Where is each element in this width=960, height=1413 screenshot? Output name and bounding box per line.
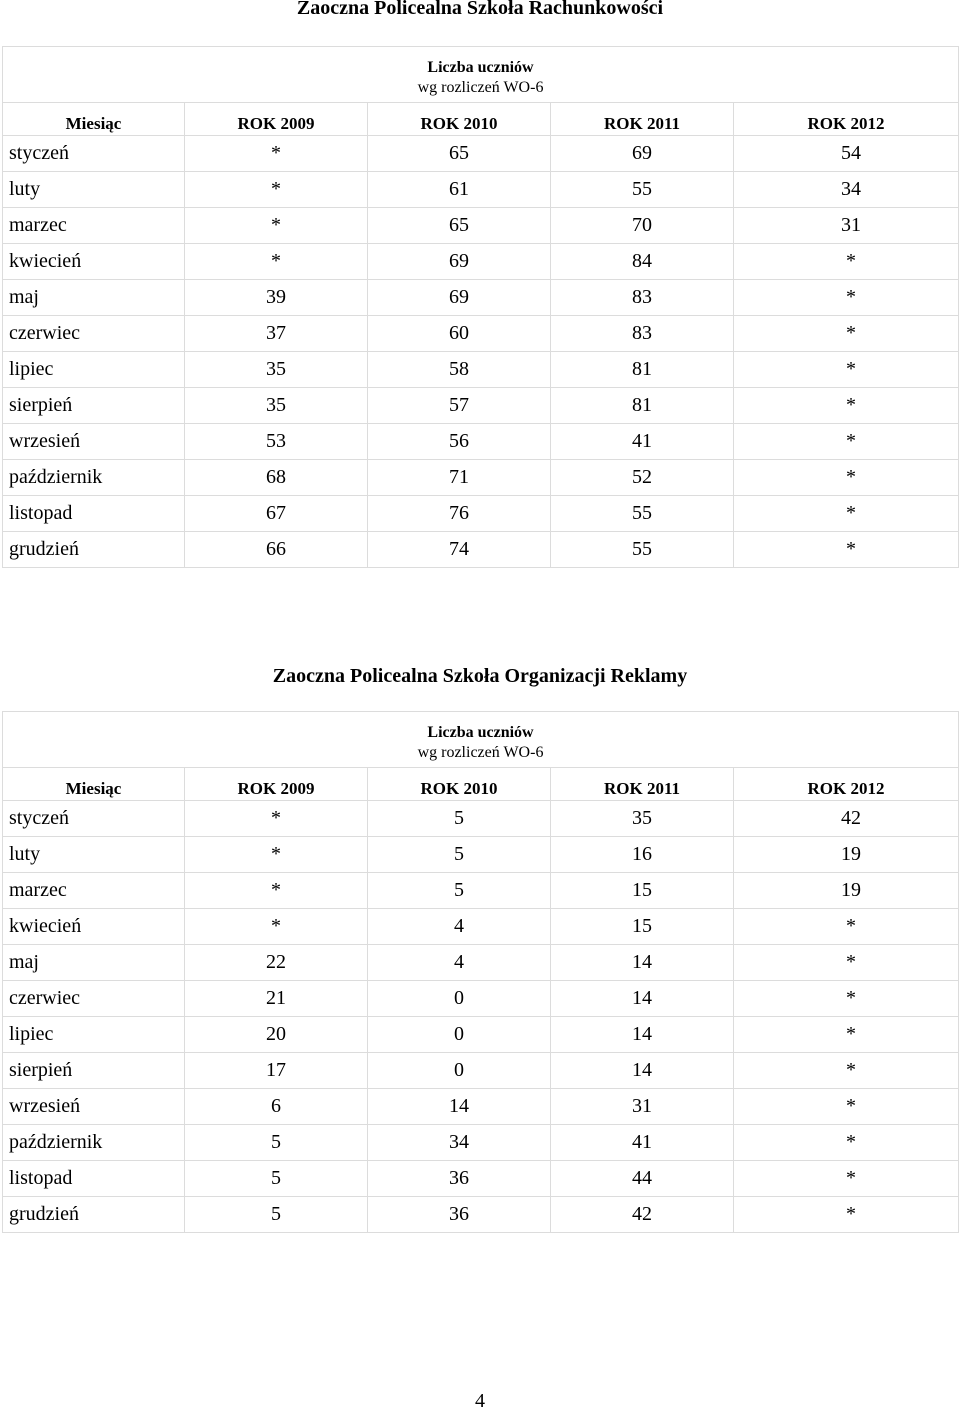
table-row	[3, 136, 959, 172]
group-header: Liczba uczniów	[427, 59, 534, 76]
month-cell: październik	[3, 460, 185, 496]
table-row	[3, 244, 959, 280]
month-cell: marzec	[3, 873, 185, 909]
value-cell: 57	[368, 388, 551, 424]
column-header: ROK 2010	[368, 768, 551, 801]
value-cell: 74	[368, 532, 551, 568]
value-cell: 34	[734, 172, 959, 208]
value-cell: 17	[185, 1053, 368, 1089]
value-cell: 0	[368, 1053, 551, 1089]
month-cell: listopad	[3, 1161, 185, 1197]
value-cell: 22	[185, 945, 368, 981]
value-cell: 6	[185, 1089, 368, 1125]
value-cell: 70	[551, 208, 734, 244]
group-subheader: wg rozliczeń WO-6	[417, 744, 544, 761]
value-cell: 53	[185, 424, 368, 460]
value-cell: 39	[185, 280, 368, 316]
value-cell: *	[734, 388, 959, 424]
column-header: ROK 2009	[185, 103, 368, 136]
month-cell: luty	[3, 837, 185, 873]
table-1-title: Zaoczna Policealna Szkoła Rachunkowości	[296, 0, 664, 19]
value-cell: 61	[368, 172, 551, 208]
table-row	[3, 873, 959, 909]
value-cell: *	[734, 496, 959, 532]
value-cell: 69	[368, 244, 551, 280]
value-cell: 35	[551, 801, 734, 837]
value-cell: *	[185, 172, 368, 208]
month-cell: marzec	[3, 208, 185, 244]
value-cell: 14	[551, 945, 734, 981]
value-cell: *	[734, 1017, 959, 1053]
table-2-body	[3, 712, 959, 1233]
table-row	[3, 496, 959, 532]
value-cell: *	[734, 424, 959, 460]
table-row	[3, 981, 959, 1017]
value-cell: 14	[368, 1089, 551, 1125]
value-cell: *	[734, 1089, 959, 1125]
table-2-title: Zaoczna Policealna Szkoła Organizacji Reklamy	[272, 665, 688, 687]
column-header-row	[3, 768, 959, 801]
value-cell: 65	[368, 136, 551, 172]
month-cell: wrzesień	[3, 424, 185, 460]
table-row	[3, 1053, 959, 1089]
value-cell: 31	[551, 1089, 734, 1125]
value-cell: *	[185, 136, 368, 172]
value-cell: 0	[368, 1017, 551, 1053]
value-cell: *	[734, 316, 959, 352]
value-cell: 52	[551, 460, 734, 496]
value-cell: 81	[551, 352, 734, 388]
value-cell: 4	[368, 909, 551, 945]
value-cell: 83	[551, 280, 734, 316]
value-cell: *	[734, 532, 959, 568]
group-header-cell	[3, 712, 959, 768]
group-header: Liczba uczniów	[427, 724, 534, 741]
table-1	[2, 46, 959, 568]
value-cell: 5	[368, 801, 551, 837]
month-cell: czerwiec	[3, 981, 185, 1017]
value-cell: 41	[551, 424, 734, 460]
table-row	[3, 801, 959, 837]
value-cell: 19	[734, 837, 959, 873]
column-header: ROK 2011	[551, 768, 734, 801]
table-row	[3, 172, 959, 208]
value-cell: 56	[368, 424, 551, 460]
value-cell: 69	[368, 280, 551, 316]
value-cell: *	[734, 244, 959, 280]
month-cell: wrzesień	[3, 1089, 185, 1125]
month-cell: kwiecień	[3, 909, 185, 945]
group-header-row	[3, 47, 959, 103]
value-cell: *	[185, 244, 368, 280]
value-cell: 71	[368, 460, 551, 496]
value-cell: 5	[185, 1125, 368, 1161]
group-header-cell	[3, 47, 959, 103]
value-cell: 42	[734, 801, 959, 837]
value-cell: 14	[551, 981, 734, 1017]
value-cell: 5	[185, 1161, 368, 1197]
value-cell: *	[734, 1197, 959, 1233]
value-cell: *	[734, 460, 959, 496]
table-row	[3, 532, 959, 568]
value-cell: 15	[551, 873, 734, 909]
value-cell: 36	[368, 1197, 551, 1233]
value-cell: *	[734, 1053, 959, 1089]
table-2	[2, 711, 959, 1233]
value-cell: *	[734, 280, 959, 316]
group-subheader: wg rozliczeń WO-6	[417, 79, 544, 96]
value-cell: 16	[551, 837, 734, 873]
value-cell: 14	[551, 1053, 734, 1089]
page-number: 4	[475, 1390, 485, 1412]
value-cell: 55	[551, 532, 734, 568]
value-cell: 5	[368, 837, 551, 873]
column-header-row	[3, 103, 959, 136]
column-header: ROK 2011	[551, 103, 734, 136]
table-row	[3, 945, 959, 981]
value-cell: *	[734, 352, 959, 388]
table-row	[3, 388, 959, 424]
month-cell: kwiecień	[3, 244, 185, 280]
value-cell: *	[185, 208, 368, 244]
value-cell: 55	[551, 172, 734, 208]
month-cell: czerwiec	[3, 316, 185, 352]
value-cell: 5	[185, 1197, 368, 1233]
value-cell: 31	[734, 208, 959, 244]
value-cell: *	[185, 873, 368, 909]
value-cell: 65	[368, 208, 551, 244]
value-cell: 37	[185, 316, 368, 352]
value-cell: *	[734, 909, 959, 945]
value-cell: *	[734, 1125, 959, 1161]
month-cell: listopad	[3, 496, 185, 532]
value-cell: 42	[551, 1197, 734, 1233]
value-cell: 81	[551, 388, 734, 424]
value-cell: 35	[185, 352, 368, 388]
month-cell: sierpień	[3, 1053, 185, 1089]
column-header: ROK 2012	[734, 768, 959, 801]
value-cell: 5	[368, 873, 551, 909]
value-cell: 55	[551, 496, 734, 532]
value-cell: 67	[185, 496, 368, 532]
value-cell: 20	[185, 1017, 368, 1053]
table-row	[3, 1197, 959, 1233]
month-cell: grudzień	[3, 532, 185, 568]
value-cell: 19	[734, 873, 959, 909]
value-cell: *	[185, 909, 368, 945]
group-header-row	[3, 712, 959, 768]
column-header: ROK 2009	[185, 768, 368, 801]
value-cell: 58	[368, 352, 551, 388]
value-cell: 54	[734, 136, 959, 172]
table-row	[3, 1089, 959, 1125]
value-cell: *	[734, 981, 959, 1017]
month-cell: maj	[3, 280, 185, 316]
value-cell: 34	[368, 1125, 551, 1161]
table-row	[3, 208, 959, 244]
table-row	[3, 1161, 959, 1197]
month-cell: sierpień	[3, 388, 185, 424]
value-cell: 83	[551, 316, 734, 352]
table-row	[3, 424, 959, 460]
value-cell: 36	[368, 1161, 551, 1197]
value-cell: 35	[185, 388, 368, 424]
value-cell: 14	[551, 1017, 734, 1053]
value-cell: 68	[185, 460, 368, 496]
value-cell: 4	[368, 945, 551, 981]
column-header: Miesiąc	[3, 768, 185, 801]
table-row	[3, 1017, 959, 1053]
column-header: Miesiąc	[3, 103, 185, 136]
table-row	[3, 316, 959, 352]
table-row	[3, 837, 959, 873]
value-cell: *	[185, 801, 368, 837]
table-row	[3, 909, 959, 945]
value-cell: *	[734, 945, 959, 981]
month-cell: styczeń	[3, 136, 185, 172]
month-cell: maj	[3, 945, 185, 981]
table-row	[3, 460, 959, 496]
value-cell: 60	[368, 316, 551, 352]
value-cell: 66	[185, 532, 368, 568]
value-cell: 69	[551, 136, 734, 172]
month-cell: lipiec	[3, 352, 185, 388]
value-cell: *	[185, 837, 368, 873]
table-row	[3, 280, 959, 316]
value-cell: 44	[551, 1161, 734, 1197]
column-header: ROK 2010	[368, 103, 551, 136]
month-cell: październik	[3, 1125, 185, 1161]
month-cell: grudzień	[3, 1197, 185, 1233]
table-1-body	[3, 47, 959, 568]
month-cell: lipiec	[3, 1017, 185, 1053]
value-cell: 76	[368, 496, 551, 532]
value-cell: *	[734, 1161, 959, 1197]
table-row	[3, 1125, 959, 1161]
table-row	[3, 352, 959, 388]
value-cell: 84	[551, 244, 734, 280]
month-cell: styczeń	[3, 801, 185, 837]
value-cell: 0	[368, 981, 551, 1017]
value-cell: 41	[551, 1125, 734, 1161]
value-cell: 15	[551, 909, 734, 945]
month-cell: luty	[3, 172, 185, 208]
column-header: ROK 2012	[734, 103, 959, 136]
value-cell: 21	[185, 981, 368, 1017]
